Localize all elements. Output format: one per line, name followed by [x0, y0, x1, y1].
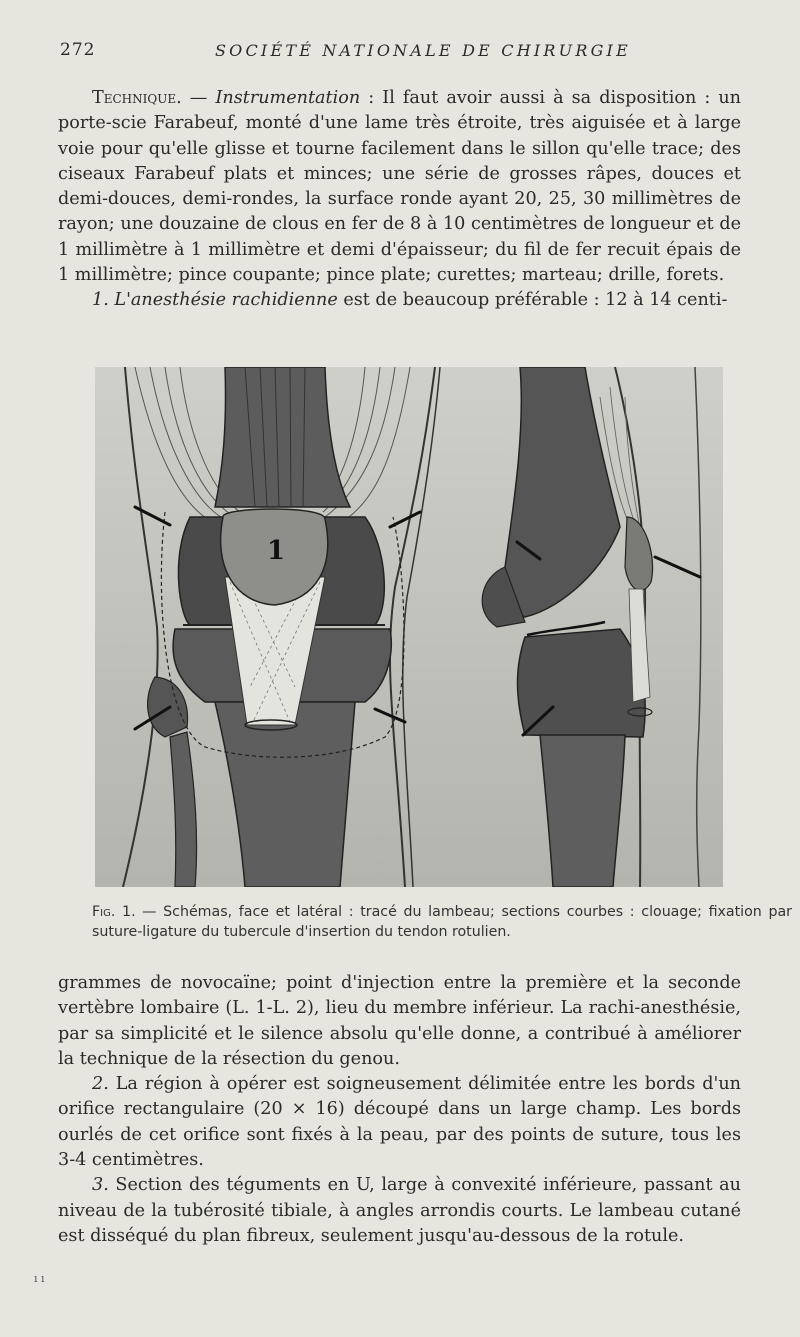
paragraph-region [58, 1072, 741, 1173]
figure-caption [92, 902, 792, 942]
paragraph-anesthesie [58, 288, 741, 313]
section-text: Section des téguments en U, large à convexité inférieure, passant au niveau de la tubérosité tibiale, à angles arrondis courts. Le lambeau cutané est disséqué du plan fibreux, seulement jusqu'au-dessous de la rotule. [58, 1175, 741, 1246]
step-number-3: 3. [92, 1175, 109, 1196]
caption-label: Fig. 1. [92, 904, 136, 920]
top-text [58, 86, 741, 314]
step-number-2: 2. [92, 1074, 109, 1095]
page-number: 272 [60, 40, 96, 60]
patella-label: 1 [267, 536, 286, 566]
margin-marks: ı ı [34, 1272, 45, 1285]
bottom-text [58, 971, 741, 1249]
caption-text: — Schémas, face et latéral : tracé du lambeau; sections courbes : clouage; fixation par suture-ligature du tubercule d'insertion du tendon rotulien. [92, 904, 792, 940]
technique-lead: Technique. [92, 88, 182, 108]
anesthesie-text: est de beaucoup préférable : 12 à 14 centi- [337, 290, 728, 311]
step-number-1: 1. [92, 290, 109, 311]
instrumentation-heading: Instrumentation [215, 88, 361, 108]
knee-schematic-drawing [95, 367, 723, 887]
technique-sep: — [181, 88, 216, 108]
instrumentation-text: : Il faut avoir aussi à sa disposition : un porte-scie Farabeuf, monté d'une lame très étroite, très aiguisée et à large voie pour qu'elle glisse et tourne facilement dans le sillon qu'elle trace; des ciseaux Farabeuf plats et minces; une série de grosses râpes, douces et demi-douces, demi-rondes, la surface ronde ayant 20, 25, 30 millimètres de rayon; une douzaine de clous en fer de 8 à 10 centimètres de longueur et de 1 millimètre à 1 millimètre et demi d'épaisseur; du fil de fer recuit épais de 1 millimètre; pince coupante; pince plate; curettes; marteau; drille, forets. [58, 88, 742, 286]
page-header [60, 40, 750, 64]
paragraph-section [58, 1173, 741, 1249]
running-title: SOCIÉTÉ NATIONALE DE CHIRURGIE [215, 41, 631, 60]
region-text: La région à opérer est soigneusement délimitée entre les bords d'un orifice rectangulaire (20 × 16) découpé dans un large champ. Les bords ourlés de cet orifice sont fixés à la peau, par des points de suture, tous les 3-4 centimètres. [58, 1074, 741, 1171]
paragraph-technique [58, 86, 741, 288]
lateral-tibia-shaft [540, 735, 625, 887]
knee-figure [95, 367, 723, 887]
anesthesie-heading: L'anesthésie rachidienne [108, 290, 338, 311]
paragraph-novocaine: grammes de novocaïne; point d'injection entre la première et la seconde vertèbre lombaire (L. 1-L. 2), lieu du membre inférieur. La rachi-anesthésie, par sa simplicité et le silence absolu qu'elle donne, a contribué à améliorer la technique de la résection du genou. [58, 973, 741, 1069]
